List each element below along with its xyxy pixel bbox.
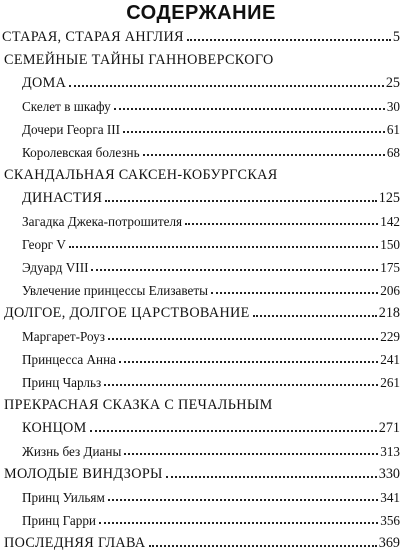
- toc-entry-label: СЕМЕЙНЫЕ ТАЙНЫ ГАННОВЕРСКОГО: [4, 51, 274, 68]
- toc-entry-page: 261: [380, 374, 400, 390]
- dot-leader: [211, 292, 378, 294]
- toc-entry-page: 175: [380, 259, 400, 275]
- toc-entry-page: 206: [380, 282, 400, 298]
- toc-entry-label: Жизнь без Дианы: [22, 443, 122, 459]
- toc-entry-label: ПРЕКРАСНАЯ СКАЗКА С ПЕЧАЛЬНЫМ: [4, 396, 273, 413]
- toc-entry-long-reign[interactable]: [0, 296, 400, 320]
- toc-entry-page: 30: [386, 98, 400, 114]
- toc-entry-prince-charles[interactable]: [0, 365, 400, 389]
- toc-entry-page: 356: [380, 512, 400, 528]
- toc-entry-page: 218: [378, 304, 400, 321]
- dot-leader: [99, 522, 378, 524]
- toc-entry-margaret-rose[interactable]: [0, 319, 400, 343]
- toc-entry-page: 61: [386, 121, 400, 137]
- dot-leader: [105, 200, 376, 202]
- dot-leader: [185, 223, 378, 225]
- toc-entry-page: 150: [380, 236, 400, 252]
- toc-entry-label: КОНЦОМ: [22, 419, 87, 436]
- toc-entry-label: СКАНДАЛЬНАЯ САКСЕН-КОБУРГСКАЯ: [4, 166, 278, 183]
- dot-leader: [187, 39, 391, 41]
- toc-entry-george-v[interactable]: [0, 227, 400, 251]
- toc-entry-label: Королевская болезнь: [22, 144, 140, 160]
- toc-entry-jack-the-ripper[interactable]: [0, 204, 400, 228]
- dot-leader: [108, 338, 378, 340]
- toc-entry-page: 341: [380, 489, 400, 505]
- toc-entry-page: 241: [380, 351, 400, 367]
- toc-entry-page: 330: [378, 465, 400, 482]
- toc-entry-label: Маргарет-Роуз: [22, 328, 105, 344]
- dot-leader: [114, 108, 385, 110]
- page-title: СОДЕРЖАНИЕ: [126, 2, 276, 24]
- toc-entry-label: Увлечение принцессы Елизаветы: [22, 282, 209, 298]
- dot-leader: [69, 85, 384, 87]
- toc-entry-label: ПОСЛЕДНЯЯ ГЛАВА: [4, 534, 146, 551]
- toc-entry-old-england[interactable]: [0, 20, 400, 44]
- toc-section-heading-hanover: [0, 43, 400, 67]
- toc-entry-label: Эдуард VIII: [22, 259, 89, 275]
- toc-entry-young-windsors[interactable]: [0, 457, 400, 481]
- dot-leader: [123, 131, 385, 133]
- dot-leader: [69, 246, 378, 248]
- dot-leader: [91, 269, 378, 271]
- toc-entry-label: Дочери Георга III: [22, 121, 121, 137]
- dot-leader: [108, 499, 378, 501]
- toc-entry-skeleton[interactable]: [0, 89, 400, 113]
- toc-entry-daughters[interactable]: [0, 112, 400, 136]
- dot-leader: [143, 154, 385, 156]
- toc-entry-ending[interactable]: [0, 411, 400, 435]
- toc-entry-page: 5: [392, 28, 400, 45]
- toc-entry-label: Принц Уильям: [22, 489, 105, 505]
- toc-entry-prince-harry[interactable]: [0, 503, 400, 527]
- toc-entry-princess-anne[interactable]: [0, 342, 400, 366]
- toc-section-heading-saxe-coburg: [0, 158, 400, 182]
- toc-entry-label: Принц Гарри: [22, 512, 96, 528]
- toc-entry-page: 68: [386, 144, 400, 160]
- dot-leader: [149, 545, 377, 547]
- toc-entry-page: 271: [378, 419, 400, 436]
- toc-entry-page: 25: [385, 74, 400, 91]
- dot-leader: [90, 430, 377, 432]
- toc-entry-prince-william[interactable]: [0, 480, 400, 504]
- toc-entry-page: 142: [380, 213, 400, 229]
- toc-entry-label: СТАРАЯ, СТАРАЯ АНГЛИЯ: [2, 28, 184, 45]
- toc-entry-life-without-diana[interactable]: [0, 434, 400, 458]
- dot-leader: [166, 476, 377, 478]
- toc-entry-label: Георг V: [22, 236, 66, 252]
- toc-section-heading-fairy-tale: [0, 388, 400, 412]
- toc-entry-royal-disease[interactable]: [0, 135, 400, 159]
- toc-entry-label: МОЛОДЫЕ ВИНДЗОРЫ: [4, 465, 163, 482]
- toc-entry-label: ДИНАСТИЯ: [22, 189, 103, 206]
- toc-entry-dynasty[interactable]: [0, 181, 400, 205]
- toc-entry-label: Скелет в шкафу: [22, 98, 111, 114]
- toc-entry-page: 313: [380, 443, 400, 459]
- toc-entry-last-chapter[interactable]: [0, 526, 400, 550]
- toc-entry-princess-elizabeth[interactable]: [0, 273, 400, 297]
- dot-leader: [124, 453, 378, 455]
- toc-entry-label: ДОМА: [22, 74, 67, 91]
- toc-entry-label: Принцесса Анна: [22, 351, 116, 367]
- toc-entry-page: 229: [380, 328, 400, 344]
- toc-entry-label: ДОЛГОЕ, ДОЛГОЕ ЦАРСТВОВАНИЕ: [4, 304, 250, 321]
- toc-entry-hanover-house[interactable]: [0, 66, 400, 90]
- toc-entry-edward-viii[interactable]: [0, 250, 400, 274]
- toc-entry-page: 369: [378, 534, 400, 551]
- toc-entry-label: Загадка Джека-потрошителя: [22, 213, 183, 229]
- dot-leader: [104, 384, 378, 386]
- toc-entry-label: Принц Чарльз: [22, 374, 102, 390]
- toc-entry-page: 125: [378, 189, 400, 206]
- dot-leader: [119, 361, 378, 363]
- dot-leader: [253, 315, 377, 317]
